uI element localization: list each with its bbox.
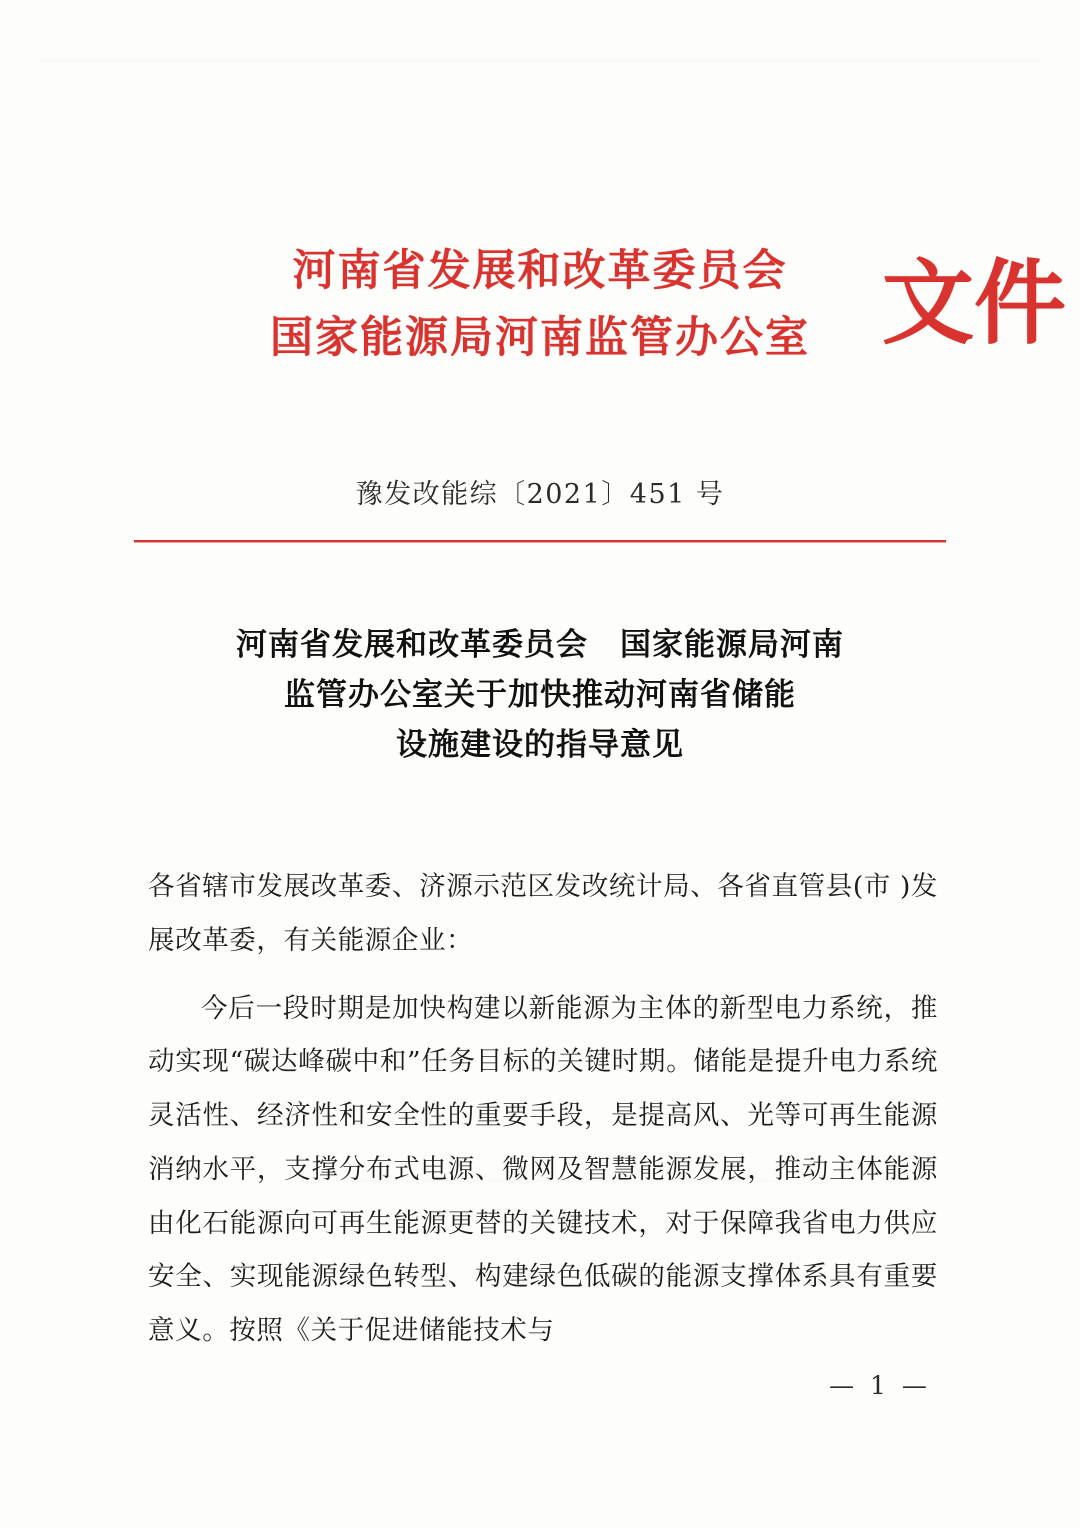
document-number: 豫发改能综〔2021〕451 号 [355, 479, 725, 510]
addressee-line: 各省辖市发展改革委、济源示范区发改统计局、各省直管县(市 )发展改革委，有关能源企业： [148, 871, 938, 956]
page-number: — 1 — [829, 1371, 931, 1400]
letterhead-line-1: 河南省发展和改革委员会 [292, 246, 788, 296]
letterhead-line-2: 国家能源局河南监管办公室 [270, 312, 810, 363]
red-separator-rule [134, 540, 946, 542]
title-line-3: 设施建设的指导意见 [396, 727, 684, 764]
letterhead-wenjian-overlay: 文件 [882, 249, 1067, 357]
paper-texture [40, 60, 1040, 62]
page-title [134, 620, 946, 771]
body-paragraph-1: 今后一段时期是加快构建以新能源为主体的新型电力系统，推动实现“碳达峰碳中和”任务目标的关键时期。储能是提升电力系统灵活性、经济性和安全性的重要手段，是提高风、光等可再生能源消纳水平，支撑分布式电源、微网及智慧能源发展，推动主体能源由化石能源向可再生能源更替的关键技术，对于保障我省电力供应安全、实现能源绿色转型、构建绿色低碳的能源支撑体系具有重要意义。按照《关于促进储能技术与 [148, 992, 938, 1347]
title-line-2: 监管办公室关于加快推动河南省储能 [284, 677, 796, 714]
document-body [148, 860, 938, 1358]
title-line-1: 河南省发展和改革委员会 国家能源局河南 [236, 627, 844, 663]
letterhead [0, 238, 1080, 371]
letterhead-lines [270, 238, 1067, 371]
